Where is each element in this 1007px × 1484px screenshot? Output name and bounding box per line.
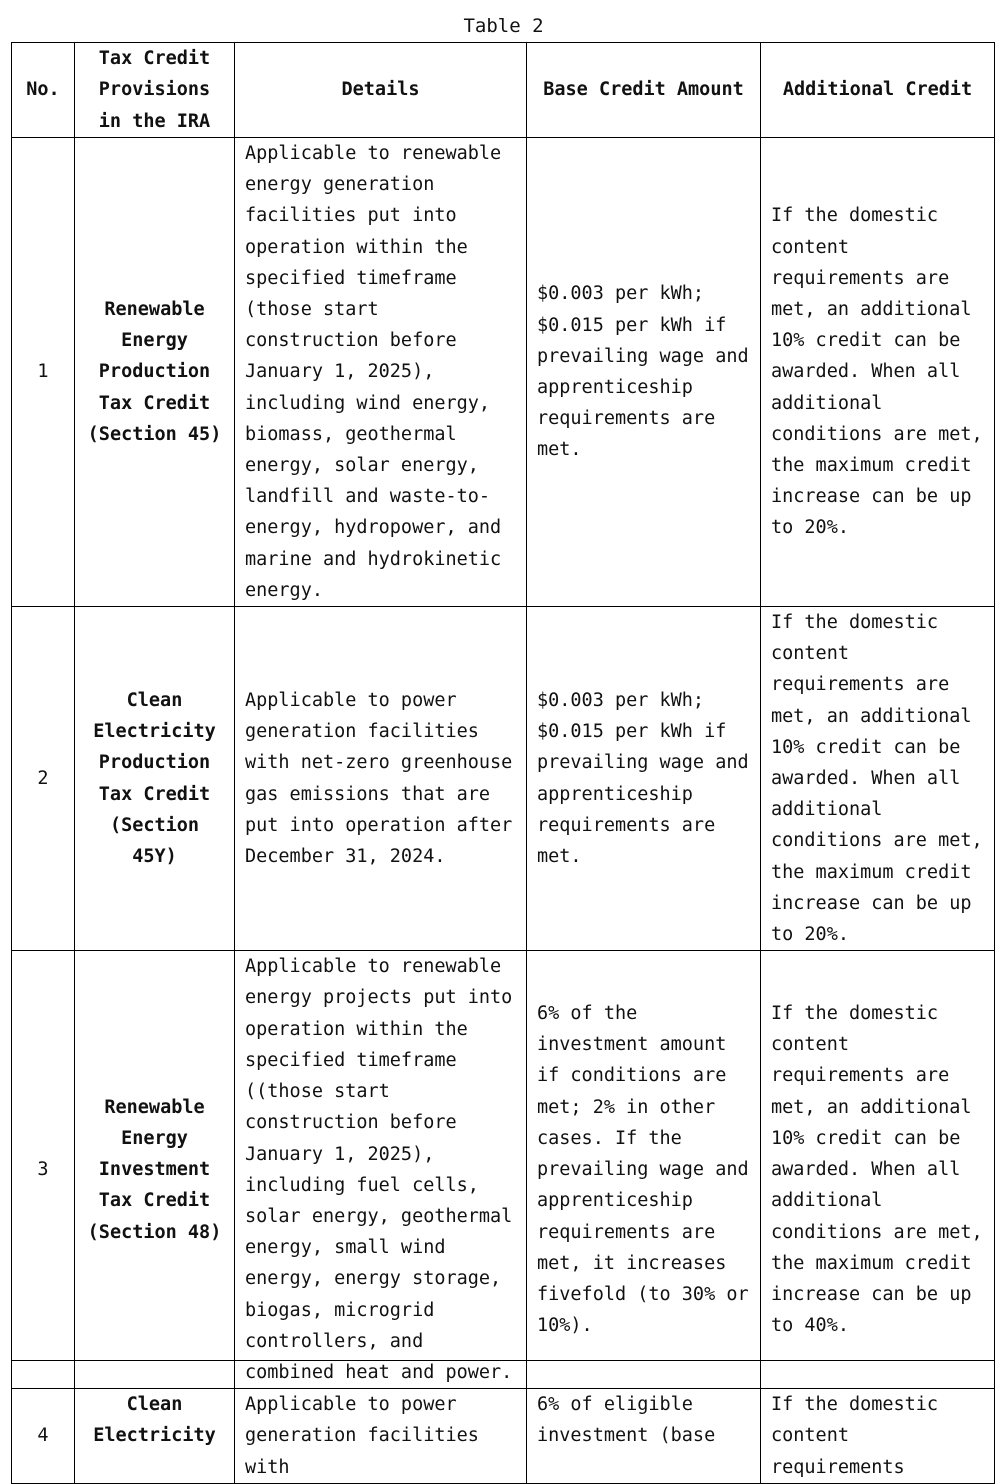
tax-credit-table: [11, 42, 995, 1484]
provision-details: Applicable to renewable energy generation facilities put into operation within the specified timeframe (those start construction before January 1, 2025), including wind energy, biomass, geothermal energy, solar energy, landfill and waste-to-energy, hydropower, and marine and hydrokinetic energy.: [235, 138, 527, 607]
header-no: No.: [12, 43, 75, 138]
table-row: [12, 138, 995, 607]
provision-name: Renewable Energy Production Tax Credit (Section 45): [75, 138, 235, 607]
row-number: 1: [12, 138, 75, 607]
provision-details: Applicable to power generation facilities with net-zero greenhouse gas emissions that are put into operation after December 31, 2024.: [235, 607, 527, 951]
header-base-credit: Base Credit Amount: [527, 43, 761, 138]
table-row: [12, 951, 995, 1389]
table-caption: Table 2: [463, 15, 544, 37]
provision-name: Clean Electricity Production Tax Credit (Section 45Y): [75, 607, 235, 951]
additional-credit: If the domestic content requirements are met, an additional 10% credit can be awarded. When all additional conditions are met, the maximum credit increase can be up to 40%.: [761, 951, 995, 1389]
base-credit-amount: $0.003 per kWh; $0.015 per kWh if prevailing wage and apprenticeship requirements are met.: [527, 138, 761, 607]
table-container: [11, 42, 994, 1478]
base-credit-amount: 6% of the investment amount if conditions are met; 2% in other cases. If the prevailing wage and apprenticeship requirements are met, it increases fivefold (to 30% or 10%).: [527, 951, 761, 1389]
provision-details: Applicable to power generation facilities with: [235, 1389, 527, 1484]
provision-name: Renewable Energy Investment Tax Credit (Section 48): [75, 951, 235, 1389]
table-row: [12, 1389, 995, 1484]
provision-details: Applicable to renewable energy projects put into operation within the specified timeframe ((those start construction before January 1, 2025), including fuel cells, solar energy, geothermal energy, small wind energy, energy storage, biogas, microgrid controllers, and combined heat and power.: [235, 951, 527, 1389]
additional-credit: If the domestic content requirements: [761, 1389, 995, 1484]
header-details: Details: [235, 43, 527, 138]
row-number: 3: [12, 951, 75, 1389]
table-row: [12, 607, 995, 951]
additional-credit: If the domestic content requirements are met, an additional 10% credit can be awarded. When all additional conditions are met, the maximum credit increase can be up to 20%.: [761, 607, 995, 951]
base-credit-amount: 6% of eligible investment (base: [527, 1389, 761, 1484]
header-provision: Tax Credit Provisions in the IRA: [75, 43, 235, 138]
table-header-row: [12, 43, 995, 138]
header-additional-credit: Additional Credit: [761, 43, 995, 138]
row-number: 4: [12, 1389, 75, 1484]
additional-credit: If the domestic content requirements are met, an additional 10% credit can be awarded. When all additional conditions are met, the maximum credit increase can be up to 20%.: [761, 138, 995, 607]
provision-name: Clean Electricity: [75, 1389, 235, 1484]
base-credit-amount: $0.003 per kWh; $0.015 per kWh if prevailing wage and apprenticeship requirements are met.: [527, 607, 761, 951]
row-number: 2: [12, 607, 75, 951]
